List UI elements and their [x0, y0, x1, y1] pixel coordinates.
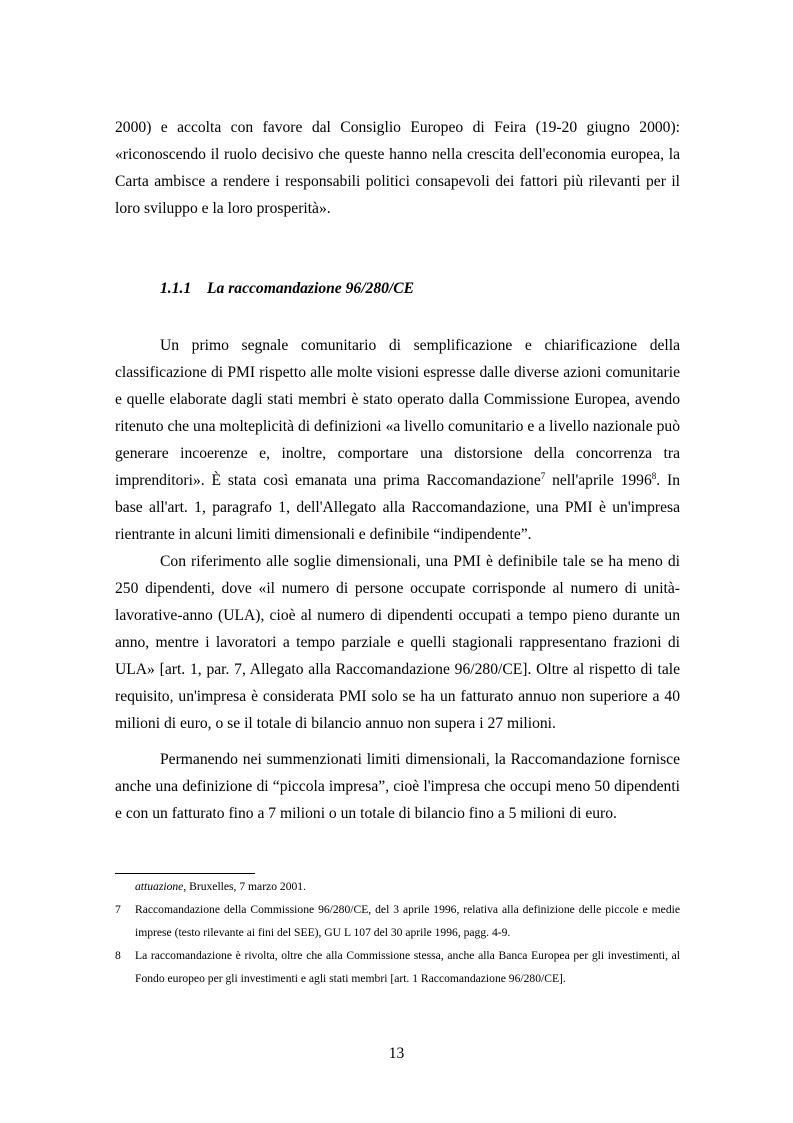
footnote-continued-italic: attuazione [135, 880, 184, 893]
footnote-7-text: Raccomandazione della Commissione 96/280/CE, del 3 aprile 1996, relativa alla definizione delle piccole e medie imprese (testo rilevante ai fini del SEE), GU L 107 del 30 aprile 1996, pagg. 4-9. [135, 903, 680, 939]
paragraph-1-part-1: Un primo segnale comunitario di semplificazione e chiarificazione della classificazione di PMI rispetto alle molte visioni espresse dalle diverse azioni comunitarie e quelle elaborate dagli stati membri è stato operato dalla Commissione Europea, avendo ritenuto che una molteplicità di definizioni «a livello comunitario e a livello nazionale può generare incoerenze e, inoltre, comportare una distorsione della concorrenza tra imprenditori». È stata così emanata una prima Raccomandazione [115, 337, 680, 489]
footnote-7 [115, 898, 680, 944]
section-heading [160, 277, 414, 301]
page-number: 13 [388, 1045, 405, 1062]
section-title: La raccomandazione 96/280/CE [207, 280, 415, 297]
section-number: 1.1.1 [160, 280, 192, 297]
footnote-continued-rest: , Bruxelles, 7 marzo 2001. [183, 880, 306, 893]
footnote-8-text: La raccomandazione è rivolta, oltre che alla Commissione stessa, anche alla Banca Europea per gli investimenti, al Fondo europeo per gli investimenti e agli stati membri [art. 1 Raccomandazione 96/280/CE]. [135, 949, 680, 985]
intro-paragraph: 2000) e accolta con favore dal Consiglio Europeo di Feira (19-20 giugno 2000): «riconoscendo il ruolo decisivo che queste hanno nella crescita dell'economia europea, la Carta ambisce a rendere i responsabili politici consapevoli dei fattori più rilevanti per il loro sviluppo e la loro prosperità». [115, 119, 680, 217]
footnote-7-mark: 7 [115, 903, 121, 916]
paragraph-3: Permanendo nei summenzionati limiti dimensionali, la Raccomandazione fornisce anche una definizione di “piccola impresa”, cioè l'impresa che occupi meno 50 dipendenti e con un fatturato fino a 7 milioni o un totale di bilancio fino a 5 milioni di euro. [115, 751, 680, 822]
footnote-ref-7: 7 [540, 471, 546, 481]
footnote-ref-8: 8 [651, 471, 657, 481]
paragraph-1 [115, 332, 680, 548]
footnote-8 [115, 944, 680, 990]
footnote-separator [115, 873, 255, 874]
paragraph-1-part-3: . In base all'art. 1, paragrafo 1, dell'Allegato alla Raccomandazione, una PMI è un'impresa rientrante in alcuni limiti dimensionali e definibile “indipendente”. [115, 472, 680, 543]
footnote-continued [115, 875, 680, 898]
paragraph-2: Con riferimento alle soglie dimensionali, una PMI è definibile tale se ha meno di 250 dipendenti, dove «il numero di persone occupate corrisponde al numero di unità-lavorative-anno (ULA), cioè al numero di dipendenti occupati a tempo pieno durante un anno, mentre i lavoratori a tempo parziale e quelli stagionali rappresentano frazioni di ULA» [art. 1, par. 7, Allegato alla Raccomandazione 96/280/CE]. Oltre al rispetto di tale requisito, un'impresa è considerata PMI solo se ha un fatturato annuo non superiore a 40 milioni di euro, o se il totale di bilancio annuo non supera i 27 milioni. [115, 553, 680, 732]
paragraph-1-part-2: nell'aprile 1996 [545, 472, 652, 489]
footnote-8-mark: 8 [115, 949, 121, 962]
